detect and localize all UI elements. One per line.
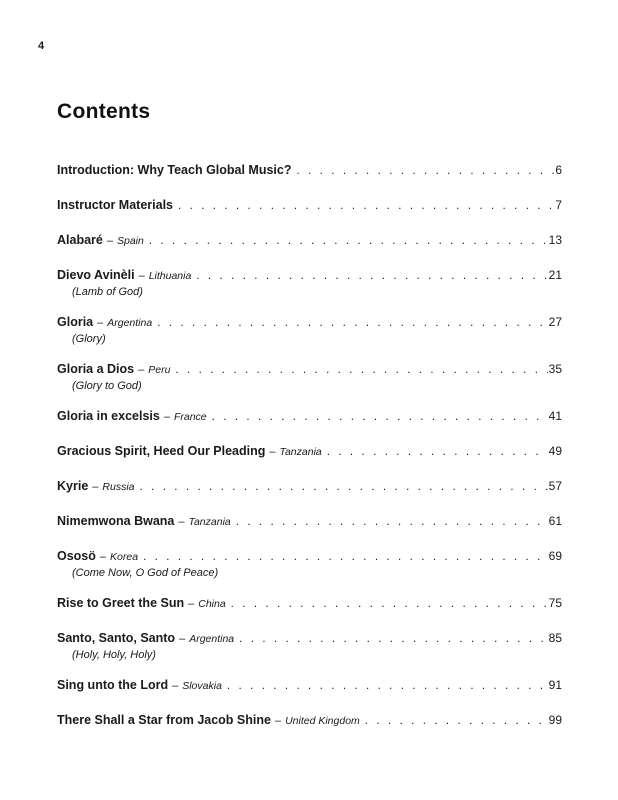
entry-separator: – xyxy=(274,715,282,727)
dot-leader xyxy=(239,632,548,646)
dot-leader xyxy=(157,316,547,330)
toc-entry-title: Instructor Materials xyxy=(57,198,174,212)
entry-separator: – xyxy=(138,270,145,282)
toc-entry xyxy=(57,362,562,393)
toc-entry-page: 7 xyxy=(555,198,562,212)
toc-entry-title: Introduction: Why Teach Global Music? xyxy=(57,163,292,177)
toc-entry-line xyxy=(57,315,562,330)
toc-entry-country: Tanzania xyxy=(279,446,322,458)
toc-entry-page: 69 xyxy=(548,549,562,563)
toc-entry-page: 49 xyxy=(548,444,562,458)
toc-entry-page: 13 xyxy=(548,233,562,247)
toc-entry-title: Gloria a Dios xyxy=(57,362,135,376)
toc-entry-title: Gloria xyxy=(57,315,94,329)
dot-leader xyxy=(196,269,547,283)
entry-separator: – xyxy=(269,446,276,458)
entry-separator: – xyxy=(97,317,104,329)
toc-entry-title: Alabaré xyxy=(57,233,103,247)
toc-entry-title: Ososö xyxy=(57,549,96,563)
toc-entry-page: 21 xyxy=(548,268,562,282)
dot-leader xyxy=(175,363,547,377)
toc-entry xyxy=(57,163,562,178)
dot-leader xyxy=(327,445,548,459)
toc-entry-subtitle: (Come Now, O God of Peace) xyxy=(72,567,219,579)
dot-leader xyxy=(231,597,548,611)
toc-entry xyxy=(57,596,562,611)
toc-entry-line xyxy=(57,444,562,459)
toc-entry-country: Tanzania xyxy=(188,516,231,528)
toc-entry-line xyxy=(57,514,562,529)
toc-entry xyxy=(57,479,562,494)
toc-entry-country: China xyxy=(198,598,226,610)
toc-entry xyxy=(57,631,562,662)
toc-entry-title: Gloria in excelsis xyxy=(57,409,160,423)
toc-entry-country: Russia xyxy=(102,481,135,493)
toc-entry xyxy=(57,409,562,424)
entry-separator: – xyxy=(92,481,99,493)
toc-entry-subtitle: (Glory) xyxy=(72,333,106,345)
toc-entry-page: 57 xyxy=(548,479,562,493)
toc-entry-page: 61 xyxy=(548,514,562,528)
toc-entry-line xyxy=(57,362,562,377)
entry-separator: – xyxy=(99,551,107,563)
toc-entry-title: Rise to Greet the Sun xyxy=(57,596,185,610)
toc-entry-country: Korea xyxy=(110,551,139,563)
toc-entry-page: 27 xyxy=(548,315,562,329)
entry-separator: – xyxy=(178,516,185,528)
toc-entry-country: Lithuania xyxy=(148,270,192,282)
toc-entry-title: Kyrie xyxy=(57,479,89,493)
dot-leader xyxy=(236,515,548,529)
dot-leader xyxy=(143,550,548,564)
toc-entry xyxy=(57,713,562,728)
entry-separator: – xyxy=(163,411,170,423)
toc-entry-country: Spain xyxy=(116,235,144,247)
dot-leader xyxy=(365,714,548,728)
toc-entry-page: 6 xyxy=(555,163,562,177)
toc-entry-page: 99 xyxy=(548,713,562,727)
dot-leader xyxy=(212,410,548,424)
toc-entry-subtitle: (Lamb of God) xyxy=(72,286,143,298)
toc-entry xyxy=(57,549,562,580)
toc-entry-line xyxy=(57,163,562,178)
entry-separator: – xyxy=(138,364,145,376)
toc-entry-line xyxy=(57,479,562,494)
toc-entry-title: Dievo Avinèli xyxy=(57,268,135,282)
toc-entry-line xyxy=(57,678,562,693)
entry-separator: – xyxy=(106,235,113,247)
contents-heading: Contents xyxy=(57,100,151,123)
toc-entry-country: Slovakia xyxy=(182,680,222,692)
dot-leader xyxy=(178,199,554,213)
entry-separator: – xyxy=(179,633,186,645)
toc-entry-line xyxy=(57,713,562,728)
dot-leader xyxy=(140,480,548,494)
toc-entry-page: 75 xyxy=(548,596,562,610)
toc-entry-title: There Shall a Star from Jacob Shine xyxy=(57,713,271,727)
toc-entry xyxy=(57,678,562,693)
toc-entry-subtitle: (Glory to God) xyxy=(72,380,142,392)
toc-entry-line xyxy=(57,631,562,646)
toc-entry-page: 41 xyxy=(548,409,562,423)
toc-entry-country: Peru xyxy=(148,364,171,376)
toc-entry-country: France xyxy=(173,411,207,423)
dot-leader xyxy=(149,234,548,248)
toc-entry-country: Argentina xyxy=(189,633,235,645)
toc-entry xyxy=(57,514,562,529)
toc-entry xyxy=(57,233,562,248)
toc-entry xyxy=(57,444,562,459)
dot-leader xyxy=(227,679,548,693)
toc-entry-line xyxy=(57,596,562,611)
entry-separator: – xyxy=(188,598,195,610)
toc-entry-line xyxy=(57,268,562,283)
toc-entry-subtitle: (Holy, Holy, Holy) xyxy=(72,649,156,661)
toc-entry-title: Sing unto the Lord xyxy=(57,678,169,692)
toc-entry xyxy=(57,268,562,299)
page-number: 4 xyxy=(38,40,45,52)
toc-entry-page: 91 xyxy=(548,678,562,692)
toc-entry-line xyxy=(57,233,562,248)
toc-entry xyxy=(57,315,562,346)
toc-entry-line xyxy=(57,549,562,564)
toc-entry-title: Gracious Spirit, Heed Our Pleading xyxy=(57,444,266,458)
entry-separator: – xyxy=(172,680,179,692)
toc-entry-title: Santo, Santo, Santo xyxy=(57,631,176,645)
toc-entry-page: 35 xyxy=(548,362,562,376)
toc-entry-line xyxy=(57,198,562,213)
toc-entry-country: United Kingdom xyxy=(285,715,360,727)
toc-list xyxy=(57,163,562,748)
toc-entry-line xyxy=(57,409,562,424)
dot-leader xyxy=(297,164,555,178)
toc-entry-page: 85 xyxy=(548,631,562,645)
toc-entry-country: Argentina xyxy=(107,317,153,329)
toc-entry-title: Nimemwona Bwana xyxy=(57,514,175,528)
toc-entry xyxy=(57,198,562,213)
